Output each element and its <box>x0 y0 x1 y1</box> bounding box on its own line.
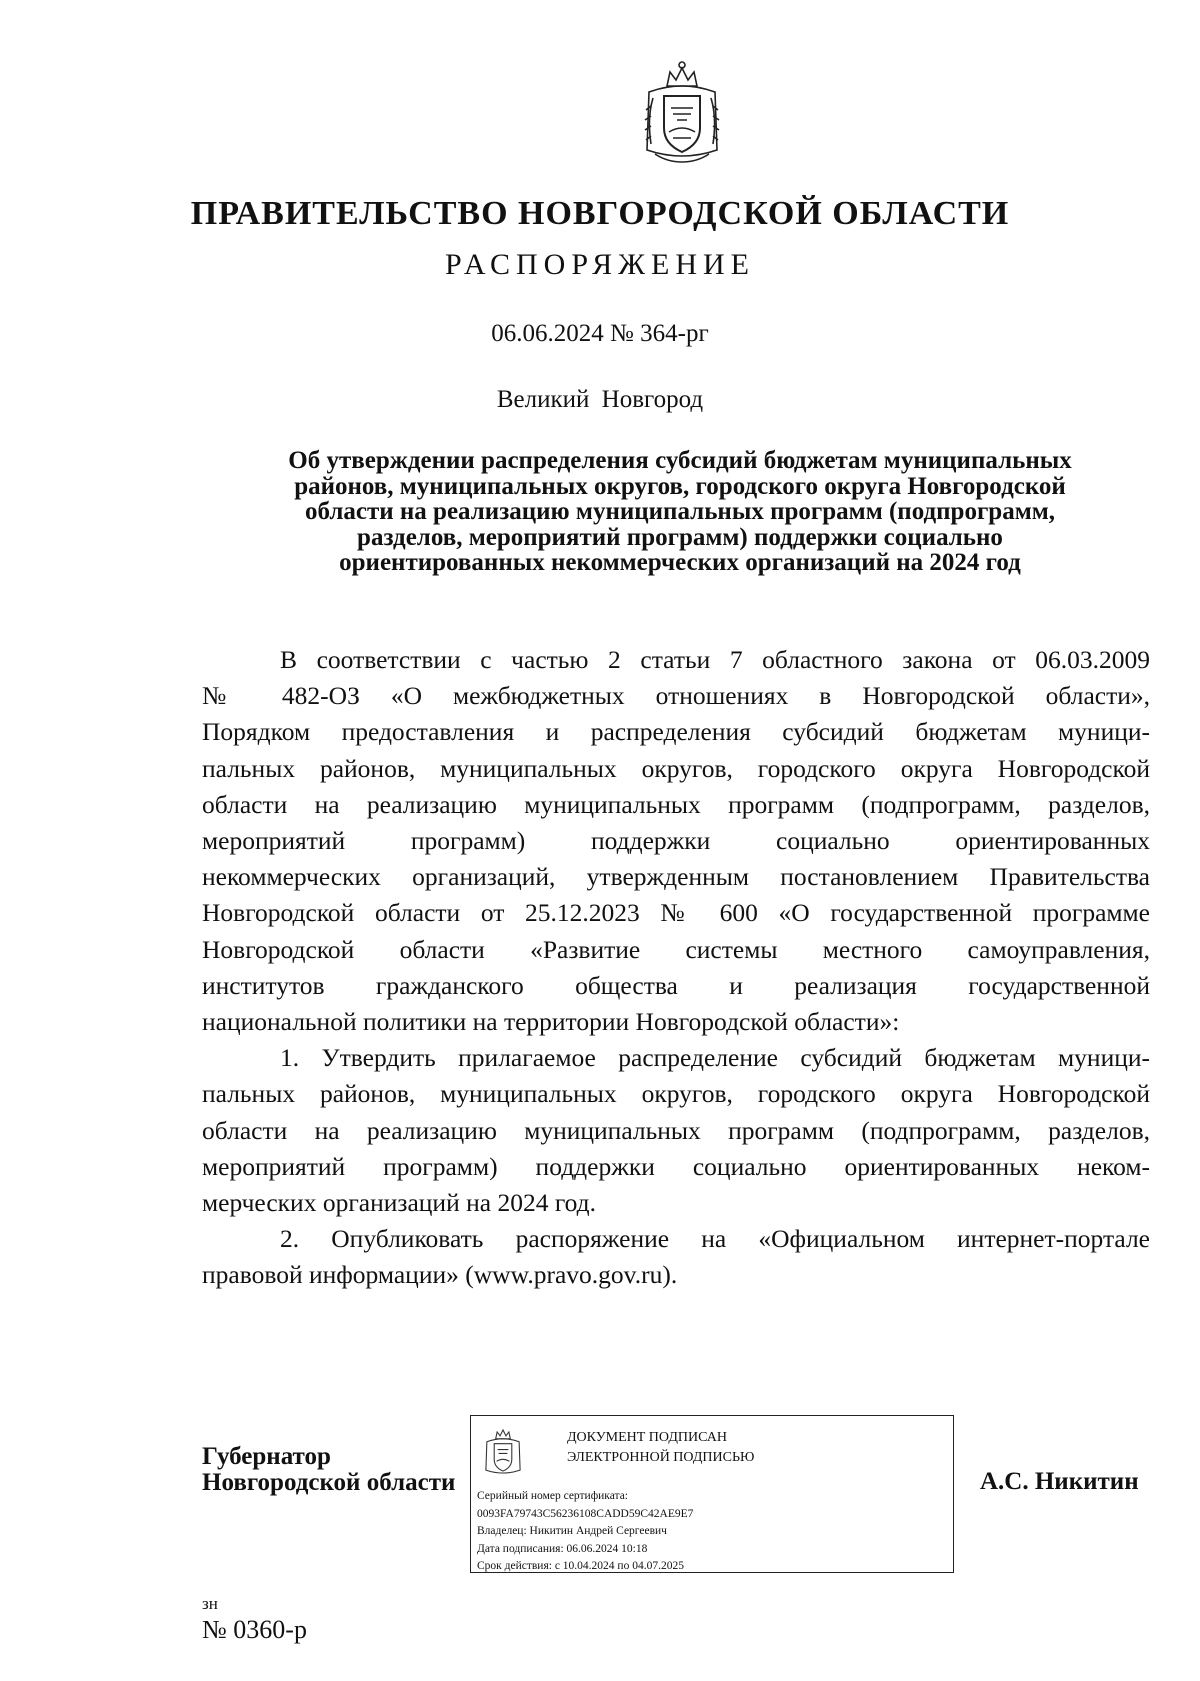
document-body <box>202 642 1150 1294</box>
document-date-number: 06.06.2024 № 364-рг <box>491 320 709 347</box>
document-subject <box>220 448 1140 576</box>
esig-cert-serial: 0093FA79743C56236108CADD59C42AE9E7 <box>477 1507 694 1520</box>
body-line: пальных районов, муниципальных округов, городского округа Новгородской <box>202 753 1150 783</box>
body-line: институтов гражданского общества и реализация государственной <box>202 970 1150 1000</box>
coat-of-arms-icon <box>481 1424 525 1480</box>
coat-of-arms-icon <box>637 58 727 168</box>
esig-cert-label: Серийный номер сертификата: <box>477 1490 628 1502</box>
footer-code: зн <box>202 1594 218 1613</box>
electronic-signature-stamp <box>470 1415 954 1573</box>
body-line: № 482-ОЗ «О межбюджетных отношениях в Новгородской области», <box>202 681 1150 711</box>
body-line: национальной политики на территории Новгородской области»: <box>202 1007 900 1037</box>
body-line: мероприятий программ) поддержки социально ориентированных неком- <box>202 1151 1150 1181</box>
subject-line: районов, муниципальных округов, городского округа Новгородской <box>294 472 1066 500</box>
esig-heading-line: ЭЛЕКТРОННОЙ ПОДПИСЬЮ <box>567 1450 755 1465</box>
registration-number: № 0360-р <box>202 1615 307 1644</box>
signer-position <box>202 1444 455 1496</box>
body-line: области на реализацию муниципальных программ (подпрограмм, разделов, <box>202 789 1150 819</box>
body-line: области на реализацию муниципальных программ (подпрограмм, разделов, <box>202 1115 1150 1145</box>
body-line: некоммерческих организаций, утвержденным постановлением Правительства <box>202 862 1150 892</box>
body-line: Новгородской области от 25.12.2023 № 600 «О государственной программе <box>202 898 1150 928</box>
body-line: Новгородской области «Развитие системы местного самоуправления, <box>202 934 1150 964</box>
subject-line: разделов, мероприятий программ) поддержки социально <box>357 523 1003 551</box>
body-line: В соответствии с частью 2 статьи 7 областного закона от 06.03.2009 <box>280 645 1150 674</box>
organization-title: ПРАВИТЕЛЬСТВО НОВГОРОДСКОЙ ОБЛАСТИ <box>190 195 1010 232</box>
body-line: правовой информации» (www.pravo.gov.ru). <box>202 1260 678 1290</box>
body-line: 2. Опубликовать распоряжение на «Официальном интернет-портале <box>280 1224 1150 1254</box>
signer-name: А.С. Никитин <box>980 1468 1139 1495</box>
signer-position-line: Губернатор <box>202 1443 331 1470</box>
body-line: пальных районов, муниципальных округов, городского округа Новгородской <box>202 1079 1150 1109</box>
esig-heading <box>557 1428 887 1468</box>
signer-position-line: Новгородской области <box>202 1469 456 1496</box>
subject-line: области на реализацию муниципальных программ (подпрограмм, <box>304 498 1056 525</box>
body-line: 1. Утвердить прилагаемое распределение субсидий бюджетам муници- <box>280 1043 1150 1073</box>
document-city: Великий Новгород <box>496 386 704 413</box>
subject-line: Об утверждении распределения субсидий бюджетам муниципальных <box>288 447 1072 474</box>
body-line: Порядком предоставления и распределения субсидий бюджетам муници- <box>202 717 1150 747</box>
body-line: мероприятий программ) поддержки социально ориентированных <box>202 826 1150 856</box>
esig-heading-line: ДОКУМЕНТ ПОДПИСАН <box>567 1430 727 1445</box>
body-line: мерческих организаций на 2024 год. <box>202 1188 597 1218</box>
esig-details <box>477 1488 947 1576</box>
subject-line: ориентированных некоммерческих организаций на 2024 год <box>339 549 1021 576</box>
esig-owner: Владелец: Никитин Андрей Сергеевич <box>477 1525 667 1537</box>
esig-validity: Срок действия: с 10.04.2024 по 04.07.2025 <box>477 1560 684 1572</box>
esig-signed-at: Дата подписания: 06.06.2024 10:18 <box>477 1542 648 1555</box>
document-type: РАСПОРЯЖЕНИЕ <box>444 248 756 281</box>
